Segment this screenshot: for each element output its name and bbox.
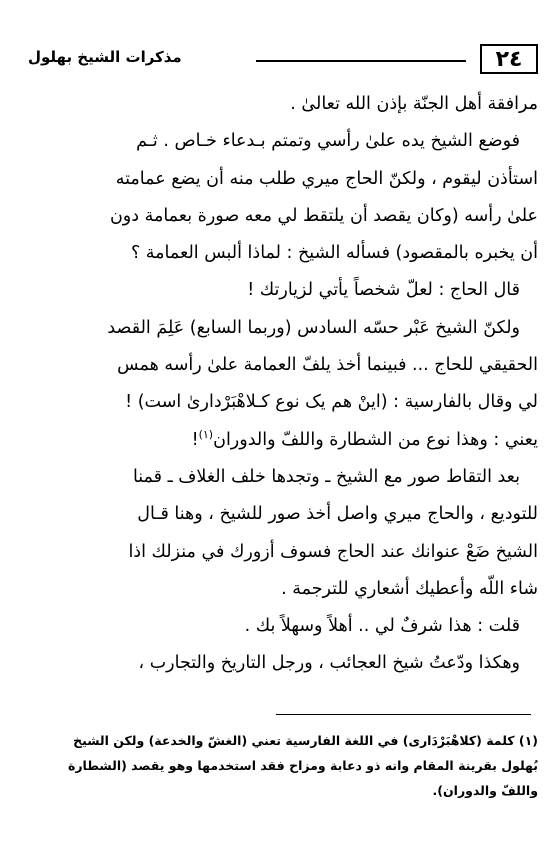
- page-number-text: ٢٤: [495, 46, 523, 72]
- header-rule: [256, 60, 466, 62]
- running-title: مذكرات الشيخ بهلول: [28, 48, 182, 66]
- page-header: [28, 44, 538, 78]
- body-line: لي وقال بالفارسية : (اينْ هم يک نوع كـلاهْبَرْدارىٰ است) !: [125, 392, 538, 413]
- body-line: يعني : وهذا نوع من الشطارة واللفّ والدوران$^{(١)}$!: [191, 427, 538, 450]
- body-line: قال الحاج : لعلّ شخصاً يأتي لزيارتك !: [247, 280, 520, 301]
- body-line: للتوديع ، والحاج ميري واصل أخذ صور للشيخ ، وهنا قـال: [137, 504, 538, 525]
- body-line: مرافقة أهل الجنّة بإذن الله تعالىٰ .: [290, 94, 538, 114]
- body-line: ولكنّ الشيخ عَبْر حسّه السادس (وربما السابع) عَلِمَ القصد: [107, 317, 520, 338]
- footnote: [28, 728, 538, 803]
- footnote-line: بُهلول بقرينة المقام وانه ذو دعابة ومزاح فقد استخدمها وهو يقصد (الشطارة: [67, 758, 538, 773]
- body-line-text: يعني : وهذا نوع من الشطارة واللفّ والدوران: [213, 429, 538, 450]
- body-line: قلت : هذا شرفٌ لي .. أهلاً وسهلاً بك .: [244, 616, 520, 637]
- body-line: علىٰ رأسه (وكان يقصد أن يلتقط لي معه صورة بعمامة دون: [109, 205, 538, 226]
- footnote-line: واللفّ والدوران).: [432, 783, 538, 798]
- page-number: [480, 44, 538, 74]
- body-line: أن يخبره بالمقصود) فسأله الشيخ : لماذا ألبس العمامة ؟: [130, 243, 538, 264]
- footnote-reference: (١): [198, 427, 214, 441]
- body-line: استأذن ليقوم ، ولكنّ الحاج ميري طلب منه أن يضع عمامته: [115, 168, 538, 189]
- body-text: [28, 86, 538, 683]
- body-line: شاء اللّه وأعطيك أشعاري للترجمة .: [281, 578, 538, 599]
- body-line: الحقيقي للحاج ... فبينما أخذ يلفّ العمامة علىٰ رأسه همس: [117, 355, 538, 376]
- body-line: وهكذا ودّعتُ شيخ العجائب ، ورجل التاريخ والتجارب ،: [138, 653, 520, 674]
- footnote-line: (١) كلمة (كلاهْبَرْدَارى) في اللغة الفارسية تعني (الغشّ والخدعة) ولكن الشيخ: [73, 733, 538, 748]
- body-line: فوضع الشيخ يده علىٰ رأسي وتمتم بـدعاء خـاص . ثـم: [136, 131, 520, 152]
- footnote-rule: [276, 714, 531, 715]
- body-line: بعد التقاط صور مع الشيخ ـ وتجدها خلف الغلاف ـ قمنا: [132, 466, 520, 487]
- body-line: الشيخ ضَعْ عنوانك عند الحاج فسوف أزورك في منزلك اذا: [128, 541, 538, 562]
